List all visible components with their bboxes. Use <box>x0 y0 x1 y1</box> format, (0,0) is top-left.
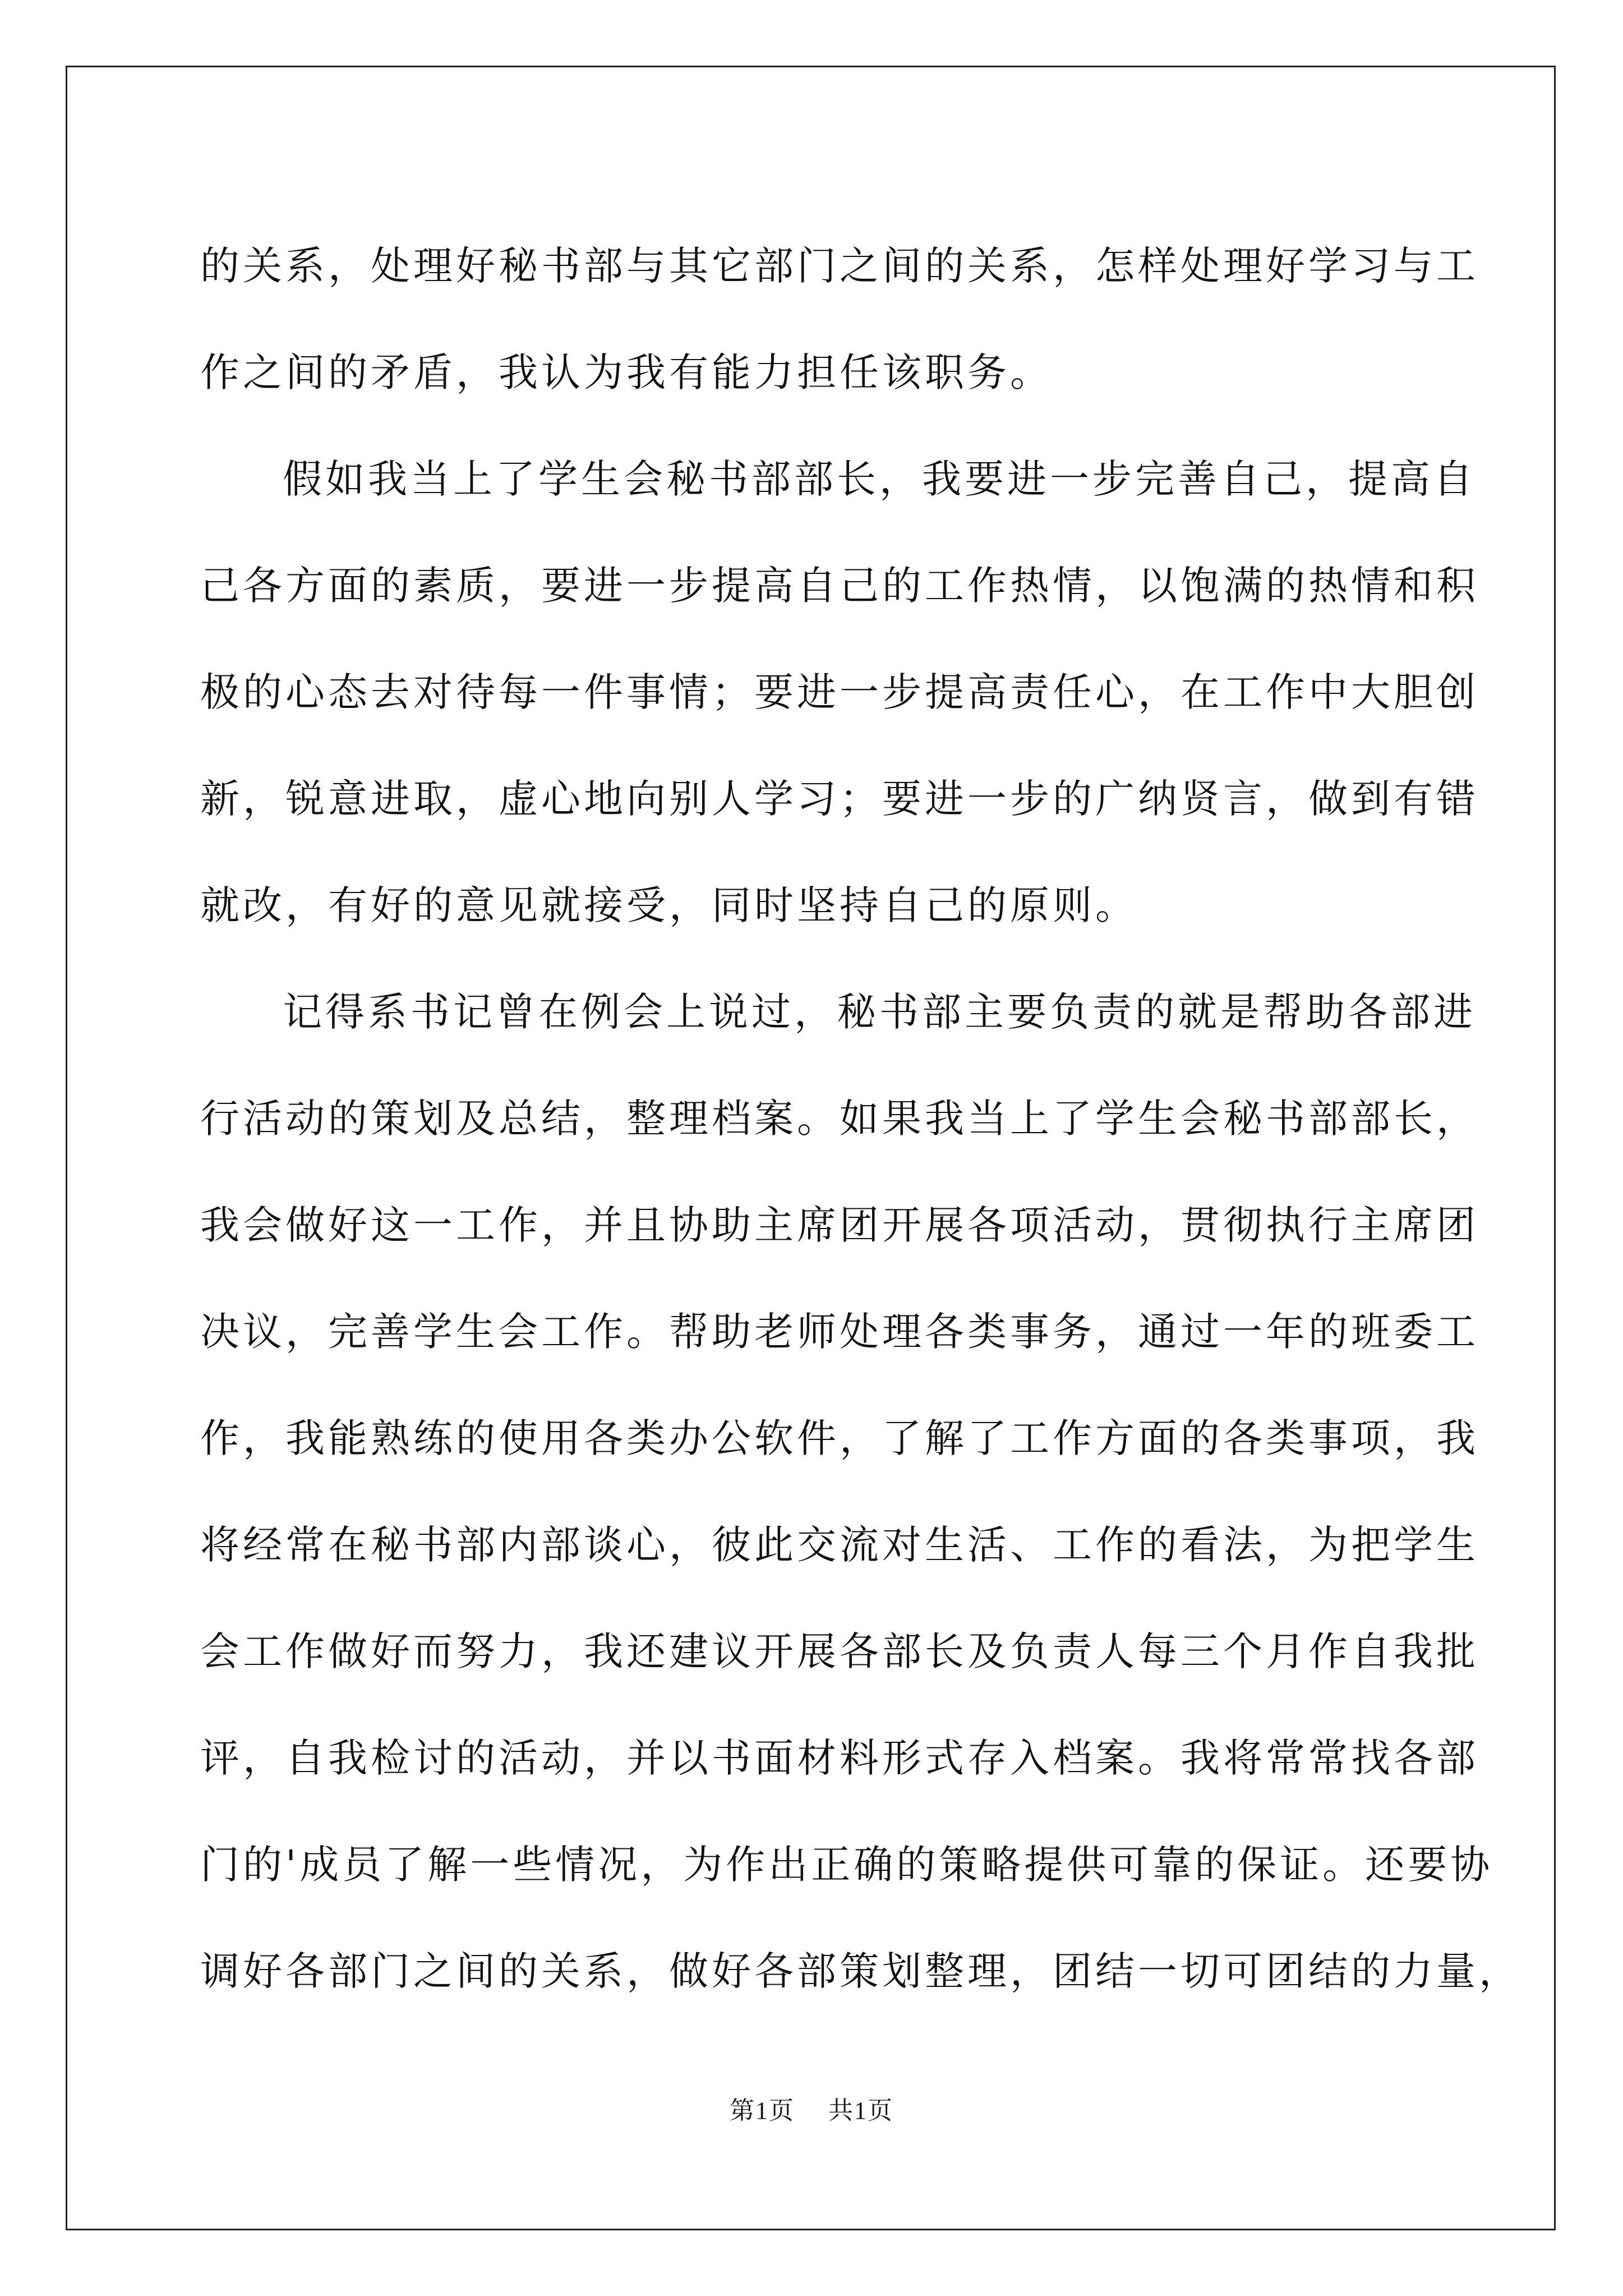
text-line: 的关系，处理好秘书部与其它部门之间的关系，怎样处理好学习与工 <box>200 243 1479 289</box>
text-line: 就改，有好的意见就接受，同时坚持自己的原则。 <box>200 882 1138 928</box>
text-line: 假如我当上了学生会秘书部部长，我要进一步完善自己，提高自 <box>283 456 1476 502</box>
text-line: 决议，完善学生会工作。帮助老师处理各类事务，通过一年的班委工 <box>200 1309 1479 1355</box>
text-line: 评，自我检讨的活动，并以书面材料形式存入档案。我将常常找各部 <box>200 1735 1479 1781</box>
text-line: 新，锐意进取，虚心地向别人学习；要进一步的广纳贤言，做到有错 <box>200 776 1479 822</box>
text-line: 己各方面的素质，要进一步提高自己的工作热情，以饱满的热情和积 <box>200 563 1479 609</box>
text-line: 调好各部门之间的关系，做好各部策划整理，团结一切可团结的力量， <box>200 1948 1521 1994</box>
text-line: 将经常在秘书部内部谈心，彼此交流对生活、工作的看法，为把学生 <box>200 1522 1479 1568</box>
text-line: 记得系书记曾在例会上说过，秘书部主要负责的就是帮助各部进 <box>283 989 1476 1035</box>
text-line: 门的'成员了解一些情况，为作出正确的策略提供可靠的保证。还要协 <box>200 1842 1493 1888</box>
text-line: 极的心态去对待每一件事情；要进一步提高责任心，在工作中大胆创 <box>200 669 1479 715</box>
page-total: 共1页 <box>828 2097 893 2124</box>
page-footer <box>0 2090 1623 2126</box>
text-line: 我会做好这一工作，并且协助主席团开展各项活动，贯彻执行主席团 <box>200 1202 1479 1248</box>
text-line: 作，我能熟练的使用各类办公软件，了解了工作方面的各类事项，我 <box>200 1415 1479 1461</box>
text-line: 作之间的矛盾，我认为我有能力担任该职务。 <box>200 349 1053 395</box>
text-line: 会工作做好而努力，我还建议开展各部长及负责人每三个月作自我批 <box>200 1628 1479 1674</box>
page-number: 第1页 <box>730 2097 795 2124</box>
document-body <box>200 213 1521 2024</box>
text-line: 行活动的策划及总结，整理档案。如果我当上了学生会秘书部部长， <box>200 1096 1479 1142</box>
